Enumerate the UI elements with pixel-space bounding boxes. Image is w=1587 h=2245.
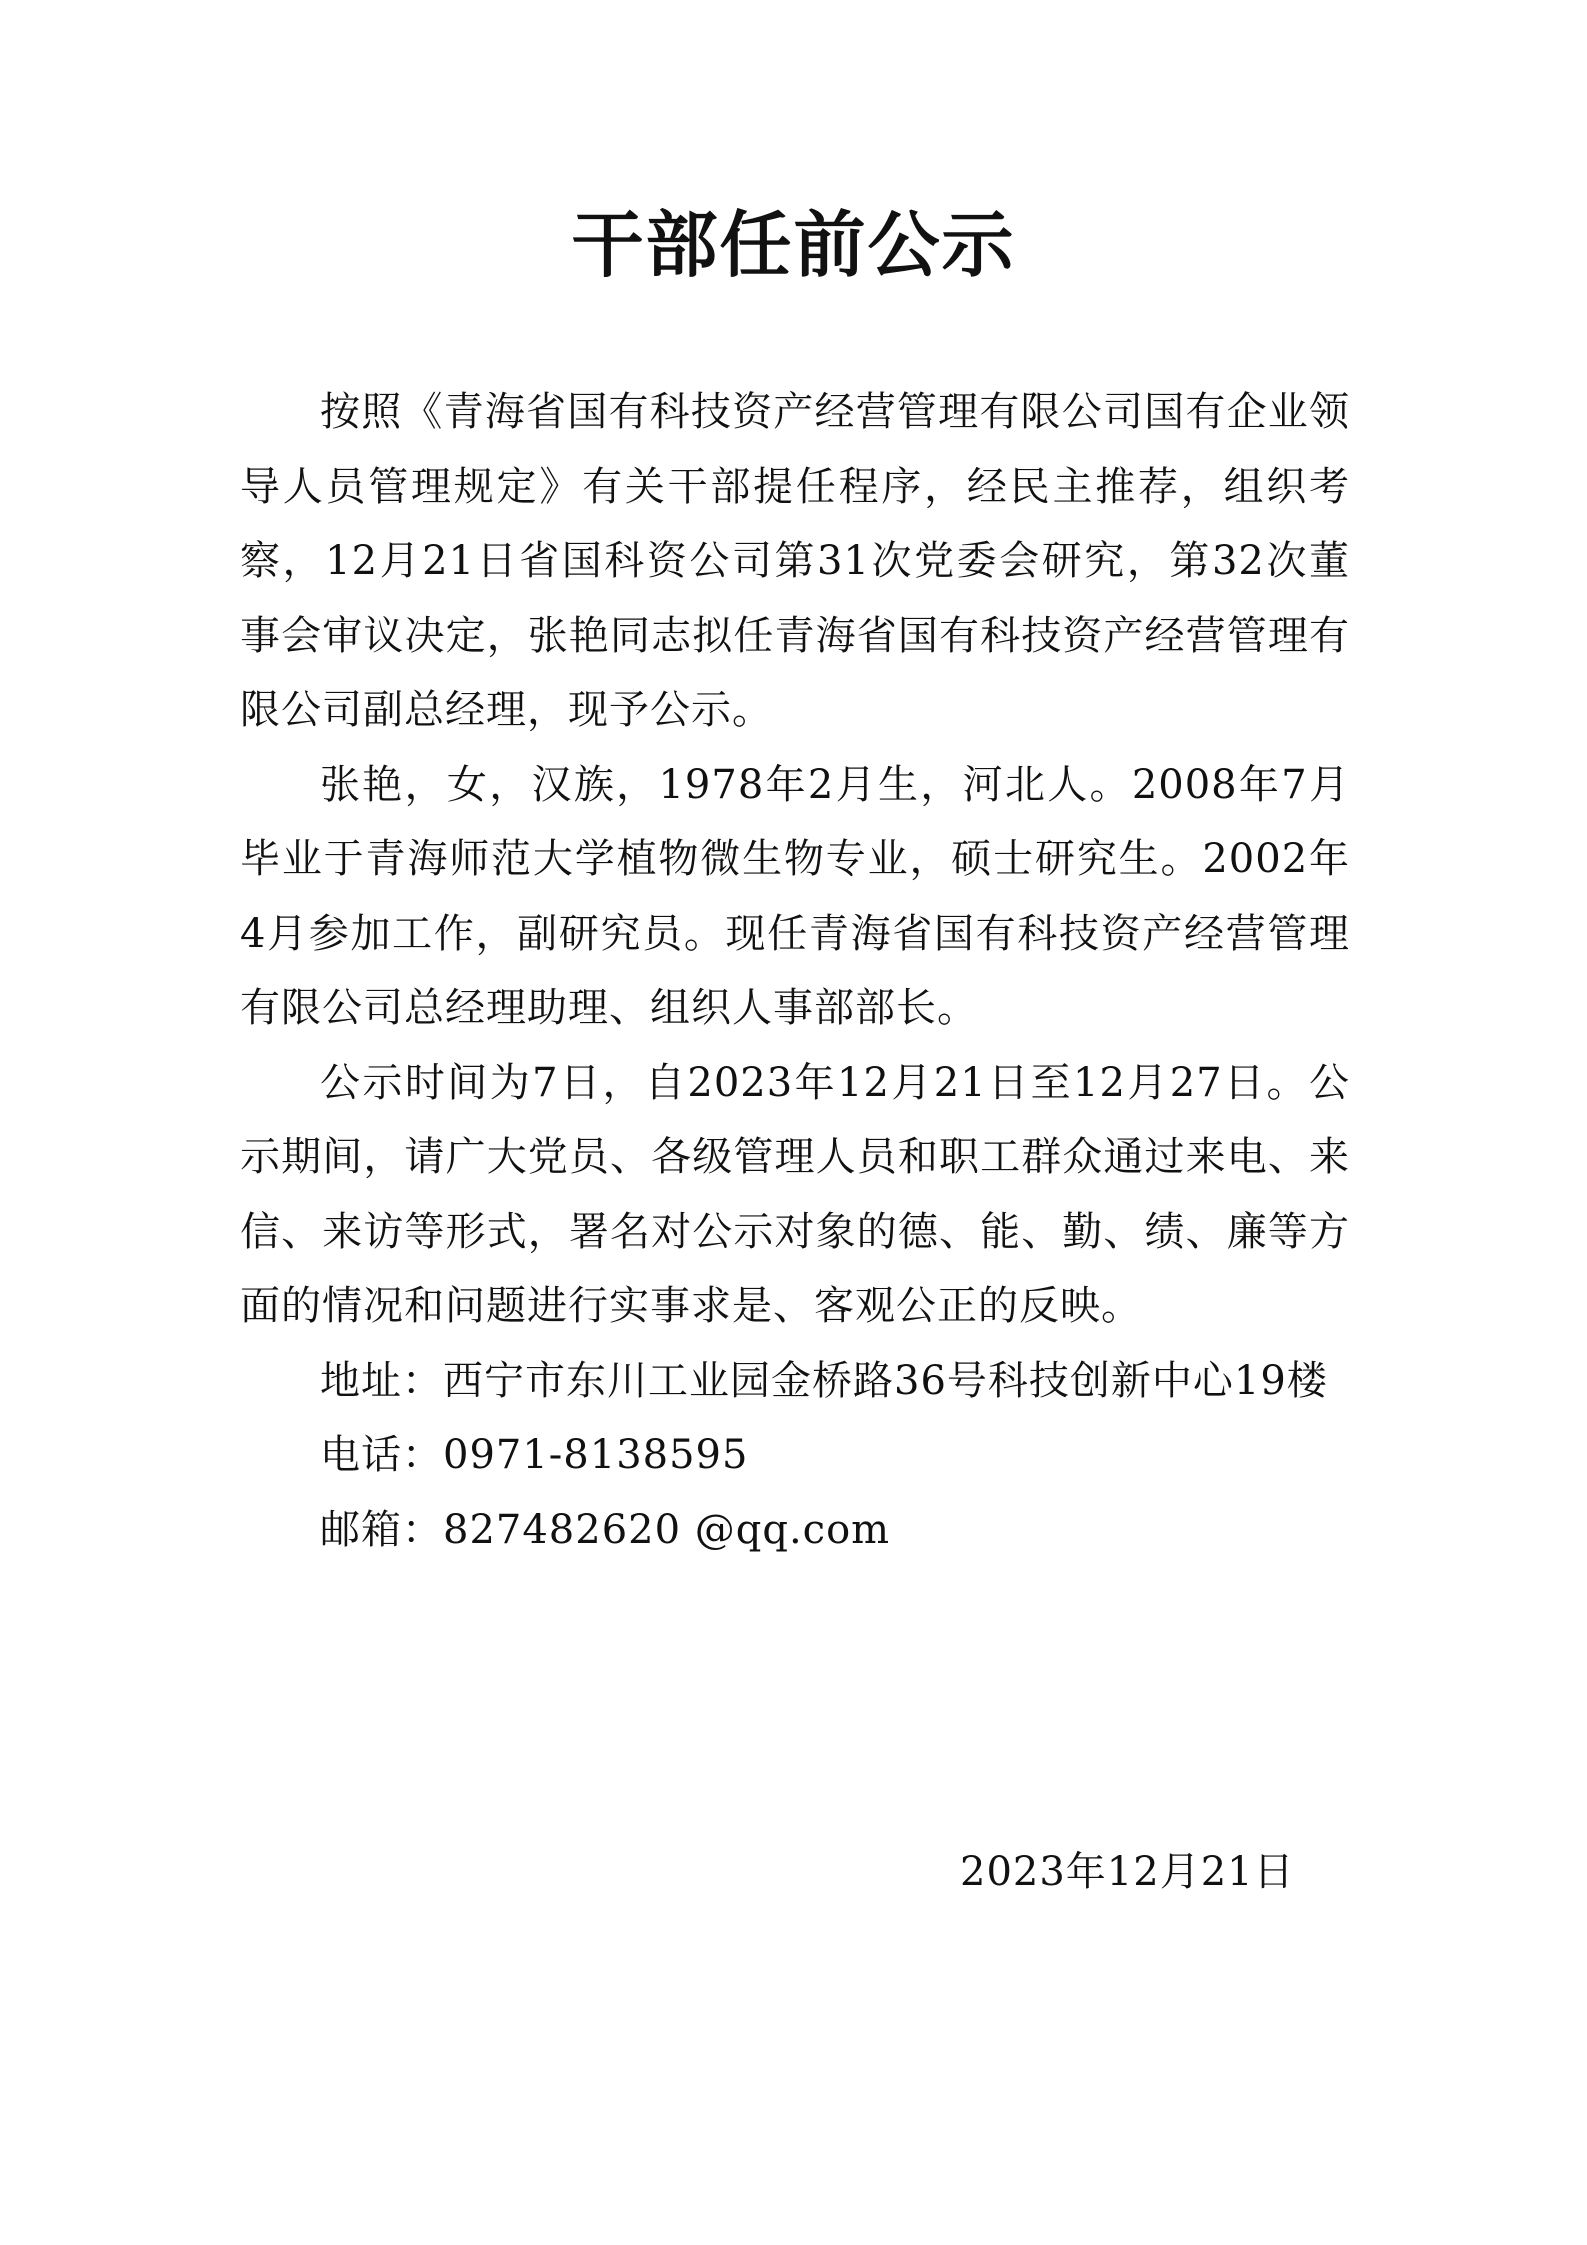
signature-date: 2023年12月21日 <box>960 1849 1295 1895</box>
paragraph-notice-period: 公示时间为7日，自2023年12月21日至12月27日。公示期间，请广大党员、各级管理人员和职工群众通过来电、来信、来访等形式，署名对公示对象的德、能、勤、绩、廉等方面的情况和问题进行实事求是、客观公正的反映。 <box>240 1059 1350 1329</box>
paragraph-phone: 电话：0971-8138595 <box>320 1432 749 1478</box>
paragraph-biography: 张艳，女，汉族，1978年2月生，河北人。2008年7月毕业于青海师范大学植物微生物专业，硕士研究生。2002年4月参加工作，副研究员。现任青海省国有科技资产经营管理有限公司总经理助理、组织人事部部长。 <box>240 761 1350 1031</box>
paragraph-address: 地址：西宁市东川工业园金桥路36号科技创新中心19楼 <box>320 1357 1328 1404</box>
page-title: 干部任前公示 <box>571 203 1016 287</box>
paragraph-announcement: 按照《青海省国有科技资产经营管理有限公司国有企业领导人员管理规定》有关干部提任程序，经民主推荐，组织考察，12月21日省国科资公司第31次党委会研究，第32次董事会审议决定，张艳同志拟任青海省国有科技资产经营管理有限公司副总经理，现予公示。 <box>240 389 1350 733</box>
document-body <box>240 375 1350 1567</box>
paragraph-email: 邮箱：827482620 @qq.com <box>320 1506 891 1553</box>
